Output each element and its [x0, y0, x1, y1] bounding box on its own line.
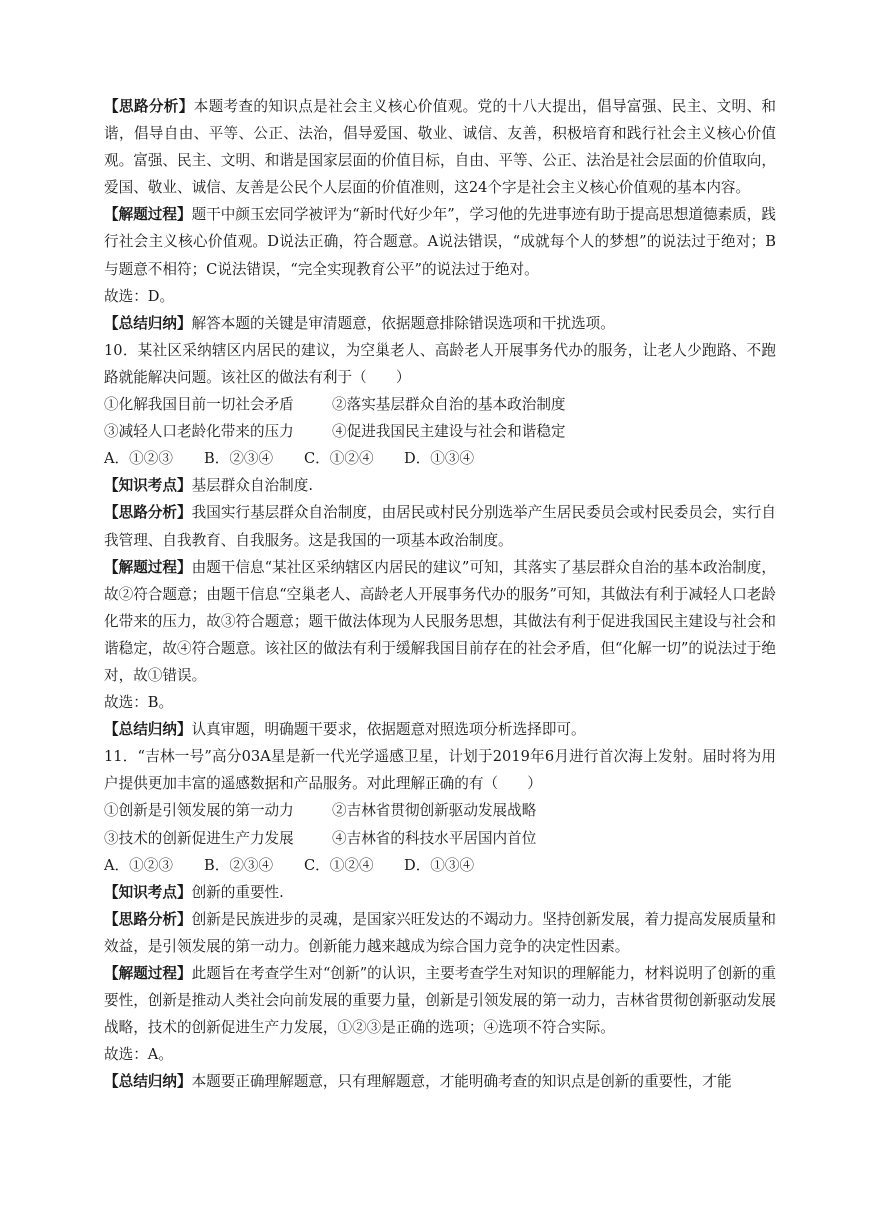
- q11-process-text: 此题旨在考查学生对“创新”的认识，主要考查学生对知识的理解能力，材料说明了创新的重要性，创新是推动人类社会向前发展的重要力量，创新是引领发展的第一动力，吉林省贯彻创新驱动发展战略，技术的创新促进生产力发展，①②③是正确的选项；④选项不符合实际。: [104, 965, 776, 1037]
- q9-process-label: 【解题过程】: [104, 206, 192, 224]
- q9-summary: [104, 310, 776, 337]
- q11-summary-text: 本题要正确理解题意，只有理解题意，才能明确考查的知识点是创新的重要性，才能: [191, 1073, 732, 1091]
- q11-option-2: ②吉林省贯彻创新驱动发展战略: [332, 802, 537, 820]
- q10-analysis: [104, 499, 776, 553]
- q9-answer: 故选：D。: [104, 287, 175, 305]
- q10-knowledge-text: 基层群众自治制度.: [191, 477, 313, 495]
- q11-option-row-2: [104, 825, 776, 852]
- q10-option-4: ④促进我国民主建设与社会和谐稳定: [332, 423, 566, 441]
- q11-option-1: ①创新是引领发展的第一动力: [104, 802, 294, 820]
- q11-answer: 故选：A。: [104, 1046, 173, 1064]
- q10-choice-b: B．②③④: [204, 450, 274, 468]
- q10-knowledge-label: 【知识考点】: [104, 477, 192, 495]
- q10-option-2: ②落实基层群众自治的基本政治制度: [332, 396, 566, 414]
- q11-option-row-1: [104, 797, 776, 824]
- q11-summary-label: 【总结归纳】: [104, 1073, 192, 1091]
- q10-option-row-2: [104, 418, 776, 445]
- q9-analysis-label: 【思路分析】: [104, 98, 194, 115]
- q10-option-3: ③减轻人口老龄化带来的压力: [104, 423, 294, 441]
- q11-choices: [104, 852, 776, 879]
- q10-option-row-1: [104, 391, 776, 418]
- q9-process: [104, 201, 776, 282]
- q9-analysis-text: 本题考查的知识点是社会主义核心价值观。党的十八大提出，倡导富强、民主、文明、和谐，倡导自由、平等、公正、法治，倡导爱国、敬业、诚信、友善，积极培育和践行社会主义核心价值观。富强、民主、文明、和谐是国家层面的价值目标，自由、平等、公正、法治是社会层面的价值取向，爱国、敬业、诚信、友善是公民个人层面的价值准则，这24个字是社会主义核心价值观的基本内容。: [104, 98, 776, 197]
- q11-knowledge-label: 【知识考点】: [104, 883, 192, 901]
- q9-summary-text: 解答本题的关键是审清题意，依据题意排除错误选项和干扰选项。: [191, 314, 615, 332]
- q11-process: [104, 960, 776, 1041]
- q10-summary-text: 认真审题，明确题干要求，依据题意对照选项分析选择即可。: [191, 721, 586, 739]
- q11-process-label: 【解题过程】: [104, 965, 192, 982]
- q11-choice-b: B．②③④: [204, 856, 274, 874]
- q11-stem: 11．“吉林一号”高分03A星是新一代光学遥感卫星，计划于2019年6月进行首次海上发射。届时将为用户提供更加丰富的遥感数据和产品服务。对此理解正确的有（ ）: [104, 748, 776, 793]
- q9-process-text: 题干中颜玉宏同学被评为“新时代好少年”，学习他的先进事迹有助于提高思想道德素质，践行社会主义核心价值观。D说法正确，符合题意。A说法错误，“成就每个人的梦想”的说法过于绝对；B与题意不相符；C说法错误，“完全实现教育公平”的说法过于绝对。: [104, 206, 776, 278]
- q11-analysis-text: 创新是民族进步的灵魂，是国家兴旺发达的不竭动力。坚持创新发展，着力提高发展质量和效益，是引领发展的第一动力。创新能力越来越成为综合国力竞争的决定性因素。: [104, 910, 776, 955]
- q11-analysis-label: 【思路分析】: [104, 910, 192, 928]
- q11-knowledge-text: 创新的重要性.: [191, 883, 284, 901]
- q9-analysis: [104, 93, 776, 201]
- q10-choice-c: C．①②④: [304, 450, 374, 468]
- q10-process-text: 由题干信息“某社区采纳辖区内居民的建议”可知，其落实了基层群众自治的基本政治制度，故②符合题意；由题干信息“空巢老人、高龄老人开展事务代办的服务”可知，其做法有利于减轻人口老龄化带来的压力，故③符合题意；题干做法体现为人民服务思想，其做法有利于促进我国民主建设与社会和谐稳定，故④符合题意。该社区的做法有利于缓解我国目前存在的社会矛盾，但“化解一切”的说法过于绝对，故①错误。: [104, 558, 776, 684]
- q10-summary-label: 【总结归纳】: [104, 721, 192, 739]
- q9-summary-label: 【总结归纳】: [104, 314, 192, 332]
- q11-knowledge: [104, 879, 776, 906]
- q11-summary: [104, 1068, 776, 1095]
- q10-process-label: 【解题过程】: [104, 558, 192, 576]
- document-page: [104, 93, 776, 1095]
- q10-analysis-label: 【思路分析】: [104, 504, 192, 522]
- q11-option-4: ④吉林省的科技水平居国内首位: [332, 829, 537, 847]
- q11-choice-c: C．①②④: [304, 856, 374, 874]
- q10-choices: [104, 445, 776, 472]
- q10-choice-d: D．①③④: [404, 450, 475, 468]
- q11-choice-a: A．①②③: [104, 856, 173, 874]
- q10-stem: 10．某社区采纳辖区内居民的建议，为空巢老人、高龄老人开展事务代办的服务，让老人少跑路、不跑路就能解决问题。该社区的做法有利于（ ）: [104, 341, 776, 386]
- q11-option-3: ③技术的创新促进生产力发展: [104, 829, 294, 847]
- q10-option-1: ①化解我国目前一切社会矛盾: [104, 396, 294, 414]
- q10-choice-a: A．①②③: [104, 450, 173, 468]
- q10-process: [104, 554, 776, 689]
- q11-choice-d: D．①③④: [404, 856, 475, 874]
- q11-analysis: [104, 906, 776, 960]
- q10-analysis-text: 我国实行基层群众自治制度，由居民或村民分别选举产生居民委员会或村民委员会，实行自我管理、自我教育、自我服务。这是我国的一项基本政治制度。: [104, 504, 776, 549]
- q10-knowledge: [104, 472, 776, 499]
- q10-summary: [104, 716, 776, 743]
- q10-answer: 故选：B。: [104, 694, 174, 712]
